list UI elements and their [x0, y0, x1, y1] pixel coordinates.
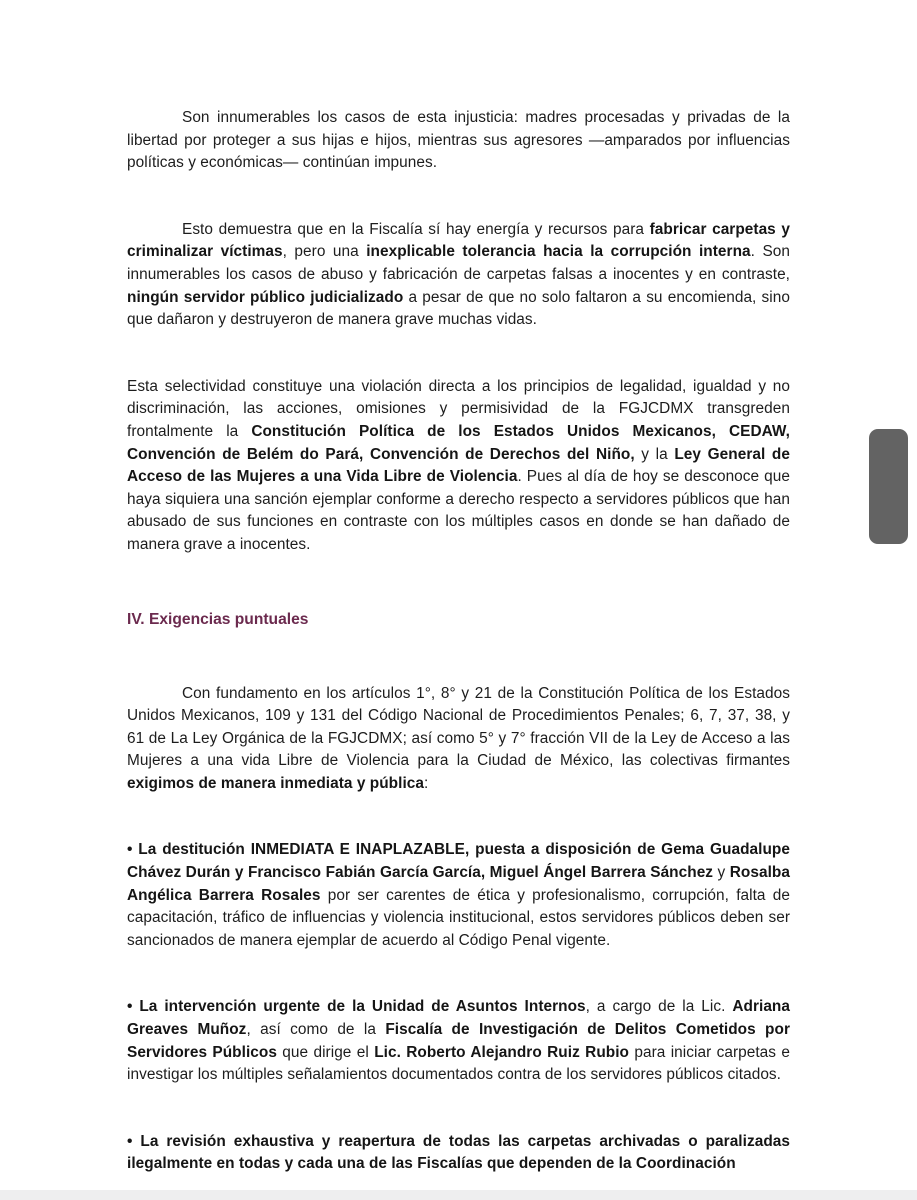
text-run: para iniciar carpetas e investigar los múltiples señalamientos documentados contra de los servidores públicos citados.	[127, 1043, 790, 1084]
text-run: y	[713, 864, 730, 882]
demand-item-internal-affairs	[127, 996, 790, 1086]
bold-text-run: Ley General de Acceso de las Mujeres a una Vida Libre de Violencia	[127, 445, 790, 486]
text-run: Con fundamento en los artículos 1°, 8° y 21 de la Constitución Política de los Estados Unidos Mexicanos, 109 y 131 del Código Nacional de Procedimientos Penales; 6, 7, 37, 38, y 61 de La Ley Orgánica de la FGJCDMX; así como 5° y 7° fracción VII de la Ley de Acceso a las Mujeres a una vida Libre de Violencia para la Ciudad de México, las colectivas firmantes	[127, 684, 790, 770]
bold-text-run: exigimos de manera inmediata y pública	[127, 774, 424, 792]
text-run: :	[424, 774, 429, 792]
text-run: . Pues al día de hoy se desconoce que haya siquiera una sanción ejemplar conforme a derecho respecto a servidores públicos que han abusado de sus funciones en contraste con los múltiples casos en donde se han dañado de manera grave a inocentes.	[127, 468, 790, 553]
scrollbar-thumb[interactable]	[869, 429, 908, 544]
text-run: a pesar de que no solo faltaron a su encomienda, sino que dañaron y destruyeron de manera grave muchas vidas.	[127, 288, 790, 329]
text-run: , pero una	[282, 243, 367, 261]
bold-text-run: • La destitución INMEDIATA E INAPLAZABLE, puesta a disposición de Gema Guadalupe Chávez Durán y Francisco Fabián García García, Miguel Ángel Barrera Sánchez	[127, 841, 790, 882]
text-run: por ser carentes de ética y profesionalismo, corrupción, falta de capacitación, tráfico de influencias y violencia institucional, estos servidores públicos deben ser sancionados de manera ejemplar de acuerdo al Código Penal vigente.	[127, 886, 790, 949]
text-run: Son innumerables los casos de esta injusticia: madres procesadas y privadas de la libertad por proteger a sus hijas e hijos, mientras sus agresores —amparados por influencias políticas y económicas— continúan impunes.	[127, 109, 790, 172]
text-run: , a cargo de la Lic.	[585, 998, 733, 1016]
paragraph-injustice-cases	[127, 107, 790, 175]
text-run: que dirige el	[276, 1043, 375, 1061]
text-run: . Son innumerables los casos de abuso y fabricación de carpetas falsas a inocentes y en contraste,	[127, 243, 790, 283]
text-run: y la	[634, 445, 675, 463]
text-run: Esta selectividad constituye una violación directa a los principios de legalidad, igualdad y no discriminación, las acciones, omisiones y permisividad de la FGJCDMX transgreden frontalmente la	[127, 377, 790, 440]
demand-item-review-files	[127, 1131, 790, 1176]
paragraph-selectivity-violation	[127, 376, 790, 557]
paragraph-fiscalia-energy	[127, 219, 790, 332]
text-run: , así como de la	[246, 1021, 386, 1039]
page-bottom-edge	[0, 1190, 917, 1200]
paragraph-legal-basis	[127, 683, 790, 796]
bold-text-run: Constitución Política de los Estados Unidos Mexicanos, CEDAW, Convención de Belém do Pará, Convención de Derechos del Niño,	[127, 422, 790, 463]
bold-text-run: • La intervención urgente de la Unidad de Asuntos Internos	[127, 998, 586, 1016]
bold-text-run: • La revisión exhaustiva y reapertura de todas las carpetas archivadas o paralizadas ilegalmente en todas y cada una de las Fiscalías que dependen de la Coordinación	[127, 1132, 790, 1173]
bold-text-run: fabricar carpetas y criminalizar víctimas	[127, 220, 791, 261]
bold-text-run: Adriana Greaves Muñoz	[127, 998, 790, 1039]
text-run: Esto demuestra que en la Fiscalía sí hay energía y recursos para	[182, 220, 650, 238]
bold-text-run: Lic. Roberto Alejandro Ruiz Rubio	[374, 1043, 630, 1061]
bold-text-run: inexplicable tolerancia hacia la corrupción interna	[366, 243, 751, 261]
section-heading: IV. Exigencias puntuales	[127, 610, 309, 628]
bold-text-run: Fiscalía de Investigación de Delitos Cometidos por Servidores Públicos	[127, 1021, 790, 1061]
document-body	[127, 107, 790, 1176]
demand-item-dismissal	[127, 839, 790, 952]
bold-text-run: ningún servidor público judicializado	[127, 288, 404, 306]
bold-text-run: Rosalba Angélica Barrera Rosales	[127, 864, 790, 904]
